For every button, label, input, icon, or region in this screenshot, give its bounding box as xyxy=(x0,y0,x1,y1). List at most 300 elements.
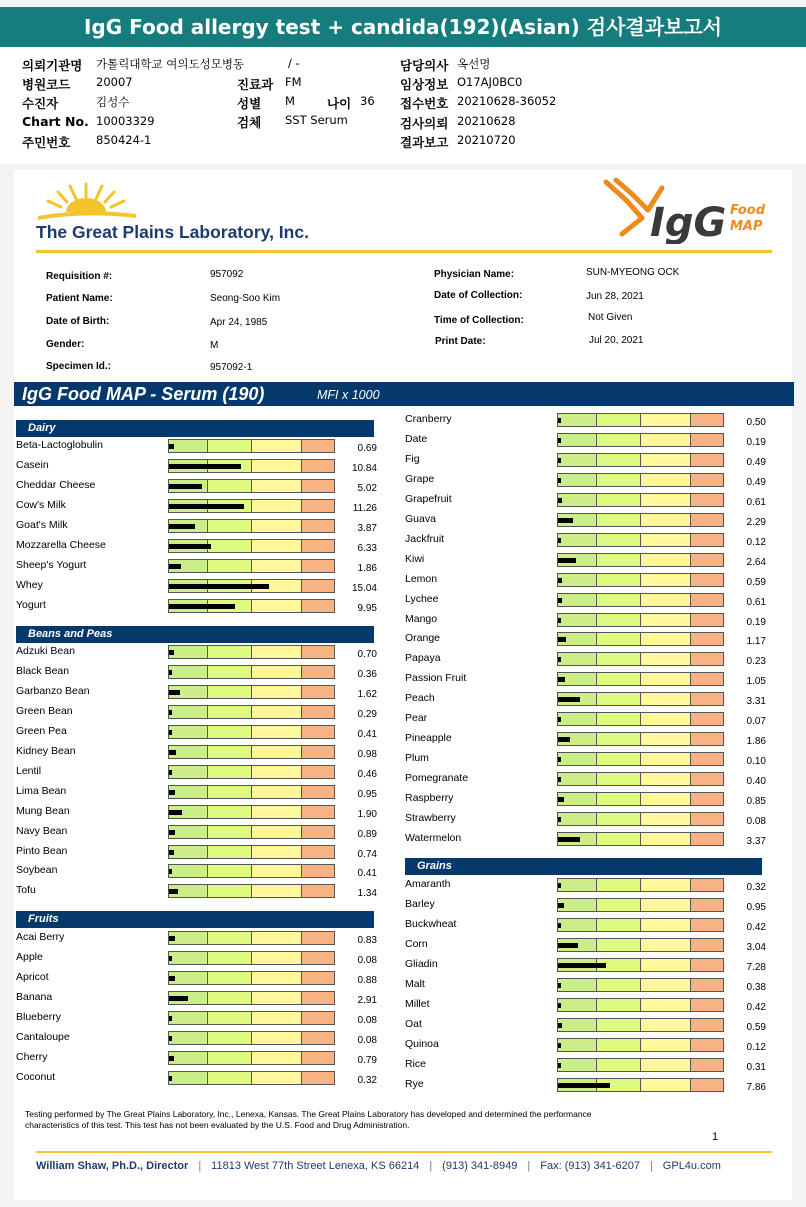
food-name: Pomegranate xyxy=(405,772,469,785)
food-row xyxy=(405,1016,770,1036)
food-row xyxy=(16,763,381,783)
food-value: 0.70 xyxy=(357,649,377,660)
food-row xyxy=(16,703,381,723)
food-value: 1.86 xyxy=(357,562,377,574)
header-divider xyxy=(36,250,772,253)
food-value: 3.31 xyxy=(746,696,766,708)
food-level-bar xyxy=(169,464,241,469)
food-value: 0.08 xyxy=(357,1034,377,1046)
physician-value: SUN-MYEONG OCK xyxy=(586,267,680,278)
food-value: 10.84 xyxy=(351,462,377,474)
food-level-bar xyxy=(169,790,175,795)
food-map-title-bar xyxy=(14,382,794,406)
food-name: Casein xyxy=(16,458,49,471)
food-level-bar xyxy=(169,936,175,941)
food-level-bar xyxy=(169,830,175,835)
gauge-divider xyxy=(251,500,252,512)
food-value: 3.04 xyxy=(746,941,766,953)
food-level-bar xyxy=(558,963,606,968)
food-name: Strawberry xyxy=(405,812,456,824)
food-level-gauge xyxy=(557,752,724,766)
food-row xyxy=(405,491,770,511)
food-value: 0.08 xyxy=(746,816,766,827)
food-map-unit: MFI x 1000 xyxy=(317,388,380,402)
gauge-divider xyxy=(301,1012,302,1024)
gauge-divider xyxy=(640,494,641,506)
food-level-bar xyxy=(169,690,180,695)
gauge-divider xyxy=(251,766,252,778)
food-row xyxy=(16,437,381,457)
gauge-divider xyxy=(251,826,252,838)
food-row xyxy=(405,690,770,710)
food-level-gauge xyxy=(168,439,335,453)
food-value: 0.10 xyxy=(746,756,766,768)
food-row xyxy=(16,843,381,863)
food-level-gauge xyxy=(168,725,335,739)
gauge-divider xyxy=(301,786,302,798)
food-name: Soybean xyxy=(16,864,58,877)
food-level-gauge xyxy=(168,665,335,679)
gauge-divider xyxy=(207,560,208,572)
gauge-divider xyxy=(301,580,302,592)
gauge-divider xyxy=(207,1052,208,1064)
food-level-bar xyxy=(558,1063,561,1068)
food-level-bar xyxy=(558,637,566,642)
food-value: 0.50 xyxy=(746,417,766,428)
food-row xyxy=(405,710,770,730)
food-name: Lima Bean xyxy=(16,784,67,797)
food-row xyxy=(405,896,770,916)
gauge-divider xyxy=(301,1032,302,1044)
gauge-divider xyxy=(301,600,302,612)
sex-label: 성별 xyxy=(237,96,262,111)
food-name: Cheddar Cheese xyxy=(16,478,96,491)
food-level-gauge xyxy=(168,951,335,965)
food-level-gauge xyxy=(557,593,724,607)
gauge-divider xyxy=(640,614,641,626)
food-name: Fig xyxy=(405,452,420,465)
food-value: 0.42 xyxy=(746,921,766,933)
food-level-bar xyxy=(558,903,564,908)
gauge-divider xyxy=(596,1059,597,1071)
food-level-gauge xyxy=(557,652,724,666)
food-row xyxy=(16,477,381,497)
gauge-divider xyxy=(301,806,302,818)
food-value: 0.41 xyxy=(357,868,377,880)
food-level-gauge xyxy=(557,473,724,487)
gauge-divider xyxy=(690,474,691,486)
food-name: Cherry xyxy=(16,1050,48,1063)
gauge-divider xyxy=(640,1059,641,1071)
gauge-divider xyxy=(596,474,597,486)
food-level-gauge xyxy=(557,672,724,686)
food-level-bar xyxy=(558,538,561,543)
food-row xyxy=(16,517,381,537)
gauge-divider xyxy=(207,972,208,984)
food-name: Tofu xyxy=(16,884,36,897)
request-date-value: 20210628 xyxy=(457,114,516,128)
food-level-bar xyxy=(169,650,174,655)
gauge-divider xyxy=(207,806,208,818)
food-level-gauge xyxy=(168,559,335,573)
gauge-divider xyxy=(596,614,597,626)
food-row xyxy=(405,531,770,551)
food-value: 2.64 xyxy=(746,556,766,568)
food-value: 0.32 xyxy=(746,882,766,893)
gauge-divider xyxy=(207,726,208,738)
food-value: 0.46 xyxy=(357,768,377,780)
gauge-divider xyxy=(596,793,597,805)
gauge-divider xyxy=(640,939,641,951)
food-row xyxy=(16,862,381,882)
food-row xyxy=(16,783,381,803)
gauge-divider xyxy=(596,554,597,566)
food-level-gauge xyxy=(557,493,724,507)
food-value: 0.61 xyxy=(746,496,766,508)
food-value: 0.69 xyxy=(357,443,377,454)
food-name: Pear xyxy=(405,712,428,725)
food-level-bar xyxy=(169,956,172,961)
gauge-divider xyxy=(640,753,641,765)
food-level-bar xyxy=(169,584,269,589)
food-value: 0.49 xyxy=(746,456,766,468)
gauge-divider xyxy=(301,686,302,698)
food-name: Quinoa xyxy=(405,1037,439,1050)
footer-divider xyxy=(36,1151,772,1153)
patient-name-label: Patient Name: xyxy=(46,293,113,304)
food-row xyxy=(405,591,770,611)
food-row xyxy=(16,823,381,843)
gauge-divider xyxy=(690,1039,691,1051)
food-level-gauge xyxy=(557,732,724,746)
gauge-divider xyxy=(596,454,597,466)
gauge-divider xyxy=(640,879,641,891)
food-level-gauge xyxy=(168,991,335,1005)
food-level-bar xyxy=(558,478,561,483)
food-name: Cranberry xyxy=(405,413,452,425)
gauge-divider xyxy=(251,726,252,738)
food-value: 1.62 xyxy=(357,688,377,700)
food-row xyxy=(405,790,770,810)
food-name: Yogurt xyxy=(16,598,46,611)
food-level-bar xyxy=(558,677,565,682)
food-row xyxy=(405,551,770,571)
food-name: Kiwi xyxy=(405,552,425,565)
food-value: 0.19 xyxy=(746,616,766,628)
gauge-divider xyxy=(301,560,302,572)
gauge-divider xyxy=(690,793,691,805)
gauge-divider xyxy=(640,594,641,606)
food-level-gauge xyxy=(557,958,724,972)
food-name: Oat xyxy=(405,1017,422,1030)
food-level-bar xyxy=(558,518,573,523)
food-row xyxy=(405,670,770,690)
food-level-gauge xyxy=(168,864,335,878)
gauge-divider xyxy=(301,500,302,512)
food-name: Plum xyxy=(405,752,429,765)
food-value: 1.86 xyxy=(746,736,766,748)
food-value: 0.19 xyxy=(746,436,766,448)
food-level-bar xyxy=(169,1056,174,1061)
food-value: 0.08 xyxy=(357,1014,377,1026)
gauge-divider xyxy=(301,646,302,658)
ward-value: / - xyxy=(288,56,300,70)
food-level-gauge xyxy=(557,878,724,892)
food-value: 0.12 xyxy=(746,536,766,548)
food-value: 1.34 xyxy=(357,888,377,900)
disclaimer-line-1: Testing performed by The Great Plains Laboratory, Inc., Lenexa, Kansas. The Great Plains Laboratory has developed and determined the performance xyxy=(25,1109,592,1119)
gauge-divider xyxy=(596,753,597,765)
section-header-1: Beans and Peas xyxy=(16,626,374,643)
requisition-value: 957092 xyxy=(210,269,244,280)
food-level-gauge xyxy=(168,685,335,699)
food-level-gauge xyxy=(168,1051,335,1065)
gauge-divider xyxy=(251,646,252,658)
gauge-divider xyxy=(251,806,252,818)
food-name: Mango xyxy=(405,612,438,625)
food-name: Watermelon xyxy=(405,831,462,844)
food-logo-text: Food xyxy=(730,203,766,218)
gauge-divider xyxy=(640,1019,641,1031)
food-level-gauge xyxy=(168,825,335,839)
food-row xyxy=(405,810,770,830)
gender-label: Gender: xyxy=(46,339,85,350)
food-name: Raspberry xyxy=(405,792,454,805)
food-name: Malt xyxy=(405,977,425,990)
igg-food-map-logo xyxy=(602,178,774,244)
gauge-divider xyxy=(596,574,597,586)
food-name: Amaranth xyxy=(405,878,451,890)
gauge-divider xyxy=(640,793,641,805)
food-row xyxy=(405,511,770,531)
food-level-bar xyxy=(558,923,561,928)
gauge-divider xyxy=(251,786,252,798)
gauge-divider xyxy=(640,979,641,991)
gauge-divider xyxy=(251,846,252,858)
gauge-divider xyxy=(596,713,597,725)
gauge-divider xyxy=(640,534,641,546)
doctor-label: 담당의사 xyxy=(400,58,449,73)
gauge-divider xyxy=(640,999,641,1011)
gauge-divider xyxy=(207,1032,208,1044)
food-value: 0.08 xyxy=(357,954,377,966)
gauge-divider xyxy=(207,440,208,452)
gauge-divider xyxy=(251,952,252,964)
food-name: Navy Bean xyxy=(16,824,68,837)
gauge-divider xyxy=(690,594,691,606)
gauge-divider xyxy=(690,939,691,951)
gauge-divider xyxy=(640,813,641,825)
gauge-divider xyxy=(640,919,641,931)
gauge-divider xyxy=(301,826,302,838)
gauge-divider xyxy=(251,706,252,718)
gauge-divider xyxy=(690,1079,691,1091)
food-row xyxy=(405,730,770,750)
lab-footer: William Shaw, Ph.D., Director | 11813 West 77th Street Lenexa, KS 66214 | (913) 341-8949 | Fax: (913) 341-6207 | GPL4u.com xyxy=(36,1160,721,1172)
food-name: Pineapple xyxy=(405,732,452,745)
food-level-bar xyxy=(169,810,182,815)
food-level-bar xyxy=(169,670,172,675)
food-level-bar xyxy=(558,797,564,802)
institution-value: 가톨릭대학교 여의도성모병동 xyxy=(96,57,245,71)
gauge-divider xyxy=(690,574,691,586)
gauge-divider xyxy=(301,746,302,758)
food-level-bar xyxy=(558,717,561,722)
food-value: 3.37 xyxy=(746,835,766,847)
food-level-bar xyxy=(169,564,181,569)
gauge-divider xyxy=(690,633,691,645)
food-row xyxy=(16,929,381,949)
gauge-divider xyxy=(596,939,597,951)
gauge-divider xyxy=(640,633,641,645)
hospital-code-label: 병원코드 xyxy=(22,77,71,92)
food-level-gauge xyxy=(557,533,724,547)
food-level-bar xyxy=(558,1083,610,1088)
food-level-gauge xyxy=(168,459,335,473)
gauge-divider xyxy=(301,520,302,532)
food-row xyxy=(16,557,381,577)
food-level-gauge xyxy=(557,938,724,952)
food-row xyxy=(16,723,381,743)
section-header-3: Grains xyxy=(405,858,762,875)
gauge-divider xyxy=(690,454,691,466)
gauge-divider xyxy=(690,919,691,931)
food-value: 7.86 xyxy=(746,1081,766,1093)
food-row xyxy=(405,1036,770,1056)
food-row xyxy=(405,471,770,491)
gauge-divider xyxy=(690,713,691,725)
gauge-divider xyxy=(207,826,208,838)
hospital-code-value: 20007 xyxy=(96,75,133,89)
department-value: FM xyxy=(285,75,302,89)
food-value: 0.42 xyxy=(746,1001,766,1013)
food-level-bar xyxy=(169,1076,172,1081)
lab-website[interactable]: GPL4u.com xyxy=(662,1160,721,1172)
food-level-gauge xyxy=(168,805,335,819)
gauge-divider xyxy=(301,480,302,492)
gauge-divider xyxy=(301,1052,302,1064)
gauge-divider xyxy=(596,514,597,526)
food-level-gauge xyxy=(557,772,724,786)
food-level-gauge xyxy=(557,918,724,932)
food-level-gauge xyxy=(557,898,724,912)
food-row xyxy=(16,743,381,763)
food-name: Passion Fruit xyxy=(405,672,467,685)
gauge-divider xyxy=(251,600,252,612)
gauge-divider xyxy=(690,833,691,845)
gauge-divider xyxy=(207,932,208,944)
lab-fax: Fax: (913) 341-6207 xyxy=(540,1160,640,1172)
gauge-divider xyxy=(301,726,302,738)
food-name: Rye xyxy=(405,1077,424,1090)
gauge-divider xyxy=(690,813,691,825)
print-date-label: Print Date: xyxy=(435,336,486,347)
food-level-bar xyxy=(558,697,580,702)
gauge-divider xyxy=(207,746,208,758)
food-name: Grapefruit xyxy=(405,492,452,505)
patient-value: 김성수 xyxy=(96,95,130,109)
gauge-divider xyxy=(251,992,252,1004)
food-level-bar xyxy=(558,578,562,583)
food-row xyxy=(16,663,381,683)
food-level-bar xyxy=(558,618,561,623)
food-level-gauge xyxy=(168,599,335,613)
food-row xyxy=(405,936,770,956)
gauge-divider xyxy=(301,932,302,944)
disclaimer xyxy=(25,1109,592,1131)
gauge-divider xyxy=(596,833,597,845)
food-level-gauge xyxy=(557,712,724,726)
food-value: 7.28 xyxy=(746,961,766,973)
print-date-value: Jul 20, 2021 xyxy=(589,335,644,346)
gauge-divider xyxy=(251,666,252,678)
gauge-divider xyxy=(690,959,691,971)
food-value: 0.74 xyxy=(357,848,377,860)
gauge-divider xyxy=(640,899,641,911)
gauge-divider xyxy=(640,733,641,745)
food-level-gauge xyxy=(168,519,335,533)
gauge-divider xyxy=(640,959,641,971)
institution-label: 의뢰기관명 xyxy=(22,58,83,73)
food-name: Banana xyxy=(16,990,53,1003)
gauge-divider xyxy=(251,1072,252,1084)
gauge-divider xyxy=(207,686,208,698)
food-level-gauge xyxy=(557,692,724,706)
gauge-divider xyxy=(690,653,691,665)
gauge-divider xyxy=(596,999,597,1011)
gauge-divider xyxy=(640,474,641,486)
food-level-bar xyxy=(558,458,561,463)
food-level-bar xyxy=(558,837,580,842)
gauge-divider xyxy=(207,846,208,858)
gauge-divider xyxy=(596,879,597,891)
specimen-id-label: Specimen Id.: xyxy=(46,361,112,372)
food-name: Sheep's Yogurt xyxy=(16,558,87,571)
lab-address: 11813 West 77th Street Lenexa, KS 66214 xyxy=(211,1160,420,1172)
food-level-gauge xyxy=(168,479,335,493)
food-name: Orange xyxy=(405,632,441,645)
food-row xyxy=(405,571,770,591)
lab-logo-name: The Great Plains Laboratory, Inc. xyxy=(36,222,309,242)
specimen-id-value: 957092-1 xyxy=(210,362,253,373)
food-name: Mung Bean xyxy=(16,804,70,817)
gauge-divider xyxy=(251,1012,252,1024)
request-date-label: 검사의뢰 xyxy=(400,116,449,131)
lab-report-page xyxy=(14,170,792,1200)
food-name: Coconut xyxy=(16,1070,56,1083)
food-row xyxy=(405,830,770,850)
gauge-divider xyxy=(301,460,302,472)
food-level-gauge xyxy=(557,632,724,646)
gauge-divider xyxy=(690,434,691,446)
lab-phone: (913) 341-8949 xyxy=(442,1160,518,1172)
food-level-gauge xyxy=(557,433,724,447)
food-name: Beta-Lactoglobulin xyxy=(16,439,103,451)
gauge-divider xyxy=(301,706,302,718)
gauge-divider xyxy=(596,1019,597,1031)
request-header xyxy=(0,47,806,164)
food-row xyxy=(16,803,381,823)
food-value: 0.59 xyxy=(746,1021,766,1033)
food-level-gauge xyxy=(557,1038,724,1052)
report-banner-title: IgG Food allergy test + candida(192)(Asian) 검사결과보고서 xyxy=(0,7,806,47)
director-name: William Shaw, Ph.D., Director xyxy=(36,1160,189,1172)
gauge-divider xyxy=(690,614,691,626)
gauge-divider xyxy=(690,414,691,426)
food-value: 11.26 xyxy=(352,502,377,514)
result-date-value: 20210720 xyxy=(457,133,516,147)
food-value: 0.61 xyxy=(746,596,766,608)
